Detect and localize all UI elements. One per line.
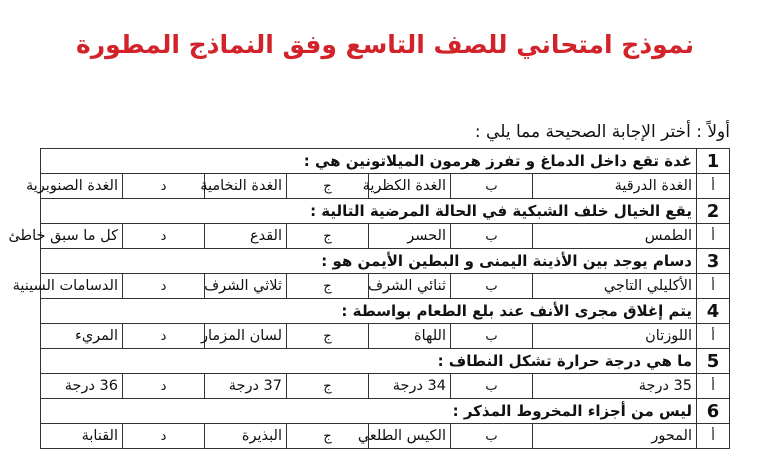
- option-text: 34 درجة: [369, 374, 451, 399]
- option-letter: ب: [451, 424, 533, 449]
- question-number: 1: [697, 149, 730, 174]
- options-row: [41, 424, 730, 449]
- option-letter: ج: [287, 424, 369, 449]
- option-text: الغدة الصنوبرية: [41, 174, 123, 199]
- option-text: الغدة النخامية: [205, 174, 287, 199]
- option-text: المريء: [41, 324, 123, 349]
- exam-title: نموذج امتحاني للصف التاسع وفق النماذج المطورة: [76, 30, 694, 59]
- option-letter: ج: [287, 374, 369, 399]
- option-text: لسان المزمار: [205, 324, 287, 349]
- questions-table: [8, 148, 730, 449]
- section-heading: أولاً : أختر الإجابة الصحيحة مما يلي :: [474, 122, 730, 142]
- question-row: [41, 349, 730, 374]
- option-letter: د: [123, 174, 205, 199]
- option-text: 37 درجة: [205, 374, 287, 399]
- option-letter: د: [123, 324, 205, 349]
- option-text: الأكليلي التاجي: [533, 274, 697, 299]
- question-text: غدة تقع داخل الدماغ و تفرز هرمون الميلاتونين هي :: [41, 149, 697, 174]
- option-letter: د: [123, 274, 205, 299]
- option-letter: د: [123, 374, 205, 399]
- option-text: الغدة الكظرية: [369, 174, 451, 199]
- option-letter: ج: [287, 224, 369, 249]
- question-text: يتم إغلاق مجرى الأنف عند بلع الطعام بواسطة :: [41, 299, 697, 324]
- option-text: اللوزتان: [533, 324, 697, 349]
- question-number: 4: [697, 299, 730, 324]
- question-text: ما هي درجة حرارة تشكل النطاف :: [41, 349, 697, 374]
- option-letter: ج: [287, 274, 369, 299]
- question-row: [41, 149, 730, 174]
- option-letter: ب: [451, 224, 533, 249]
- option-text: البذيرة: [205, 424, 287, 449]
- option-letter: ج: [287, 174, 369, 199]
- question-text: دسام يوجد بين الأذينة اليمنى و البطين الأيمن هو :: [41, 249, 697, 274]
- option-letter: أ: [697, 424, 730, 449]
- option-letter: ب: [451, 274, 533, 299]
- option-text: ثلاثي الشرف: [205, 274, 287, 299]
- option-text: الكيس الطلعي: [369, 424, 451, 449]
- options-row: [41, 224, 730, 249]
- option-text: 36 درجة: [41, 374, 123, 399]
- question-text: يقع الخيال خلف الشبكية في الحالة المرضية التالية :: [41, 199, 697, 224]
- option-text: القنابة: [41, 424, 123, 449]
- option-text: كل ما سبق خاطئ: [41, 224, 123, 249]
- option-text: الطمس: [533, 224, 697, 249]
- option-text: الحسر: [369, 224, 451, 249]
- option-text: 35 درجة: [533, 374, 697, 399]
- question-row: [41, 299, 730, 324]
- option-letter: أ: [697, 224, 730, 249]
- option-text: ثنائي الشرف: [369, 274, 451, 299]
- question-row: [41, 399, 730, 424]
- option-text: الدسامات السينية: [41, 274, 123, 299]
- option-letter: أ: [697, 174, 730, 199]
- options-row: [41, 274, 730, 299]
- option-letter: ج: [287, 324, 369, 349]
- option-letter: أ: [697, 274, 730, 299]
- option-text: اللهاة: [369, 324, 451, 349]
- option-text: المحور: [533, 424, 697, 449]
- question-number: 3: [697, 249, 730, 274]
- question-number: 6: [697, 399, 730, 424]
- option-letter: ب: [451, 174, 533, 199]
- option-text: القدع: [205, 224, 287, 249]
- option-letter: د: [123, 424, 205, 449]
- options-row: [41, 324, 730, 349]
- question-row: [41, 199, 730, 224]
- option-letter: ب: [451, 324, 533, 349]
- option-letter: أ: [697, 374, 730, 399]
- question-text: ليس من أجزاء المخروط المذكر :: [41, 399, 697, 424]
- option-letter: د: [123, 224, 205, 249]
- question-row: [41, 249, 730, 274]
- options-row: [41, 374, 730, 399]
- option-text: الغدة الدرقية: [533, 174, 697, 199]
- option-letter: أ: [697, 324, 730, 349]
- question-number: 5: [697, 349, 730, 374]
- question-number: 2: [697, 199, 730, 224]
- options-row: [41, 174, 730, 199]
- option-letter: ب: [451, 374, 533, 399]
